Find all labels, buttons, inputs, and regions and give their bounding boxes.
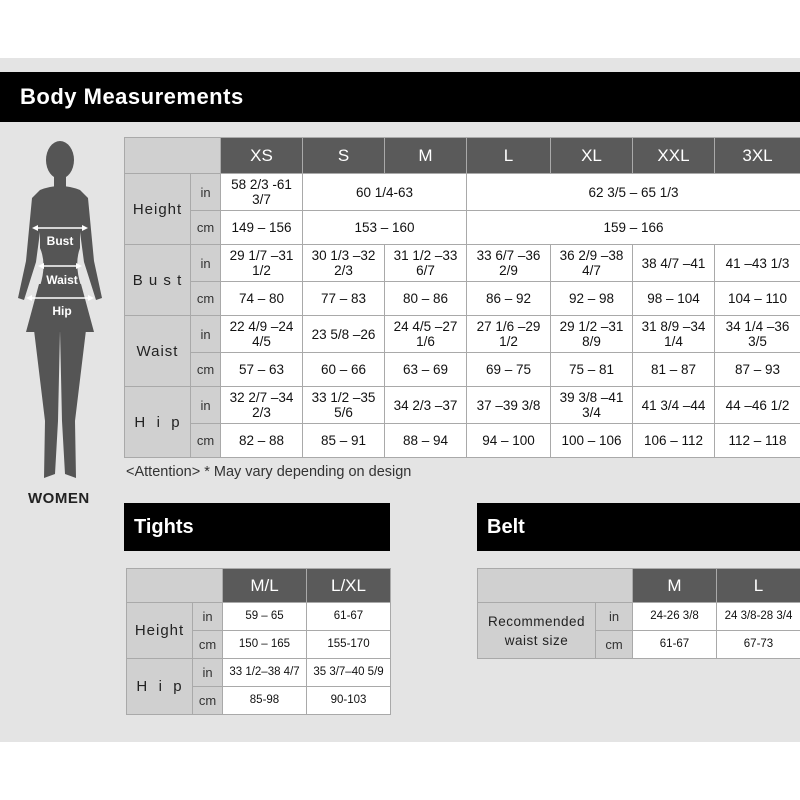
unit-in: in (193, 603, 223, 631)
women-caption: WOMEN (28, 490, 90, 507)
bust-in-cell: 41 –43 1/3 (715, 245, 800, 282)
belt-in-cell: 24 3/8-28 3/4 (717, 603, 800, 631)
size-header: 3XL (715, 138, 800, 174)
height-cm-s-m: 153 – 160 (303, 211, 467, 245)
belt-header (477, 503, 800, 551)
waist-figure-label: Waist (46, 273, 78, 287)
height-label: Height (125, 174, 191, 245)
waist-in-cell: 24 4/5 –27 1/6 (385, 316, 467, 353)
waist-label: Waist (125, 316, 191, 387)
belt-cm-cell: 67-73 (717, 631, 800, 659)
hip-in-cell: 41 3/4 –44 (633, 387, 715, 424)
waist-in-row (125, 316, 800, 353)
recommended-label-line: Recommended (487, 613, 586, 629)
bust-cm-row (125, 282, 800, 316)
size-header: M/L (223, 569, 307, 603)
hip-in-cell: 39 3/8 –41 3/4 (551, 387, 633, 424)
unit-cm: cm (596, 631, 633, 659)
bust-cm-cell: 74 – 80 (221, 282, 303, 316)
unit-cm: cm (191, 282, 221, 316)
waist-in-cell: 29 1/2 –31 8/9 (551, 316, 633, 353)
bust-cm-cell: 104 – 110 (715, 282, 800, 316)
hip-cm-cell: 85 – 91 (303, 424, 385, 458)
hip-in-cell: 44 –46 1/2 (715, 387, 800, 424)
bust-in-cell: 36 2/9 –38 4/7 (551, 245, 633, 282)
header-corner (127, 569, 223, 603)
bust-cm-cell: 77 – 83 (303, 282, 385, 316)
hip-cm-cell: 100 – 106 (551, 424, 633, 458)
waist-cm-cell: 69 – 75 (467, 353, 551, 387)
height-in-row (125, 174, 800, 211)
waist-in-cell: 27 1/6 –29 1/2 (467, 316, 551, 353)
bust-figure-label: Bust (46, 234, 74, 248)
page-title: Body Measurements (20, 84, 244, 109)
waist-cm-cell: 75 – 81 (551, 353, 633, 387)
hip-cm-cell: 82 – 88 (221, 424, 303, 458)
tights-height-in-cell: 59 – 65 (223, 603, 307, 631)
bust-cm-cell: 98 – 104 (633, 282, 715, 316)
bust-label: B u s t (125, 245, 191, 316)
size-header-row (125, 138, 800, 174)
size-header: S (303, 138, 385, 174)
waist-cm-cell: 87 – 93 (715, 353, 800, 387)
unit-cm: cm (191, 211, 221, 245)
tights-height-in-row (127, 603, 391, 631)
waist-in-cell: 31 8/9 –34 1/4 (633, 316, 715, 353)
hip-in-cell: 37 –39 3/8 (467, 387, 551, 424)
height-cm-row (125, 211, 800, 245)
waist-in-cell: 34 1/4 –36 3/5 (715, 316, 800, 353)
hip-cm-cell: 88 – 94 (385, 424, 467, 458)
waist-cm-cell: 81 – 87 (633, 353, 715, 387)
unit-cm: cm (191, 424, 221, 458)
tights-header (124, 503, 390, 551)
height-in-l-3xl: 62 3/5 – 65 1/3 (467, 174, 800, 211)
bust-in-cell: 29 1/7 –31 1/2 (221, 245, 303, 282)
tights-hip-in-row (127, 659, 391, 687)
hip-label: H i p (127, 659, 193, 715)
unit-cm: cm (191, 353, 221, 387)
size-header: XS (221, 138, 303, 174)
size-header: L (717, 569, 800, 603)
hip-in-cell: 33 1/2 –35 5/6 (303, 387, 385, 424)
size-header: L/XL (307, 569, 391, 603)
hip-in-cell: 34 2/3 –37 (385, 387, 467, 424)
bust-in-cell: 31 1/2 –33 6/7 (385, 245, 467, 282)
belt-title: Belt (487, 515, 525, 538)
belt-size-row (478, 569, 800, 603)
bust-in-row (125, 245, 800, 282)
bust-cm-cell: 80 – 86 (385, 282, 467, 316)
hip-in-cell: 32 2/7 –34 2/3 (221, 387, 303, 424)
belt-in-cell: 24-26 3/8 (633, 603, 717, 631)
hip-cm-cell: 112 – 118 (715, 424, 800, 458)
bust-in-cell: 38 4/7 –41 (633, 245, 715, 282)
size-header: M (633, 569, 717, 603)
unit-in: in (191, 316, 221, 353)
height-label: Height (127, 603, 193, 659)
tights-height-cm-cell: 150 – 165 (223, 631, 307, 659)
waist-size-label-line: waist size (504, 632, 569, 648)
waist-cm-cell: 60 – 66 (303, 353, 385, 387)
body-measurements-header (0, 72, 800, 122)
belt-table (477, 568, 800, 659)
tights-hip-cm-cell: 90-103 (307, 687, 391, 715)
belt-in-row (478, 603, 800, 631)
tights-table (126, 568, 391, 715)
tights-height-cm-cell: 155-170 (307, 631, 391, 659)
tights-hip-in-cell: 33 1/2–38 4/7 (223, 659, 307, 687)
bust-cm-cell: 86 – 92 (467, 282, 551, 316)
tights-hip-in-cell: 35 3/7–40 5/9 (307, 659, 391, 687)
tights-title: Tights (134, 515, 194, 538)
size-header: XXL (633, 138, 715, 174)
bust-cm-cell: 92 – 98 (551, 282, 633, 316)
size-header: L (467, 138, 551, 174)
unit-in: in (191, 174, 221, 211)
hip-cm-cell: 106 – 112 (633, 424, 715, 458)
hip-in-row (125, 387, 800, 424)
hip-cm-cell: 94 – 100 (467, 424, 551, 458)
height-in-xs: 58 2/3 -61 3/7 (221, 174, 303, 211)
tights-size-row (127, 569, 391, 603)
header-corner (125, 138, 221, 174)
unit-in: in (596, 603, 633, 631)
bust-in-cell: 30 1/3 –32 2/3 (303, 245, 385, 282)
waist-in-cell: 22 4/9 –24 4/5 (221, 316, 303, 353)
tights-height-in-cell: 61-67 (307, 603, 391, 631)
header-corner (478, 569, 633, 603)
bust-in-cell: 33 6/7 –36 2/9 (467, 245, 551, 282)
unit-in: in (191, 387, 221, 424)
size-header: M (385, 138, 467, 174)
height-cm-xs: 149 – 156 (221, 211, 303, 245)
size-header: XL (551, 138, 633, 174)
attention-note: <Attention> * May vary depending on design (126, 464, 412, 480)
hip-cm-row (125, 424, 800, 458)
waist-cm-row (125, 353, 800, 387)
unit-cm: cm (193, 631, 223, 659)
body-measurements-table (124, 137, 800, 458)
waist-in-cell: 23 5/8 –26 (303, 316, 385, 353)
belt-cm-cell: 61-67 (633, 631, 717, 659)
unit-in: in (193, 659, 223, 687)
unit-in: in (191, 245, 221, 282)
unit-cm: cm (193, 687, 223, 715)
height-cm-l-3xl: 159 – 166 (467, 211, 800, 245)
hip-label: H i p (125, 387, 191, 458)
tights-hip-cm-cell: 85-98 (223, 687, 307, 715)
recommended-waist-label (478, 603, 596, 659)
waist-cm-cell: 63 – 69 (385, 353, 467, 387)
waist-cm-cell: 57 – 63 (221, 353, 303, 387)
height-in-s-m: 60 1/4-63 (303, 174, 467, 211)
hip-figure-label: Hip (52, 304, 72, 318)
